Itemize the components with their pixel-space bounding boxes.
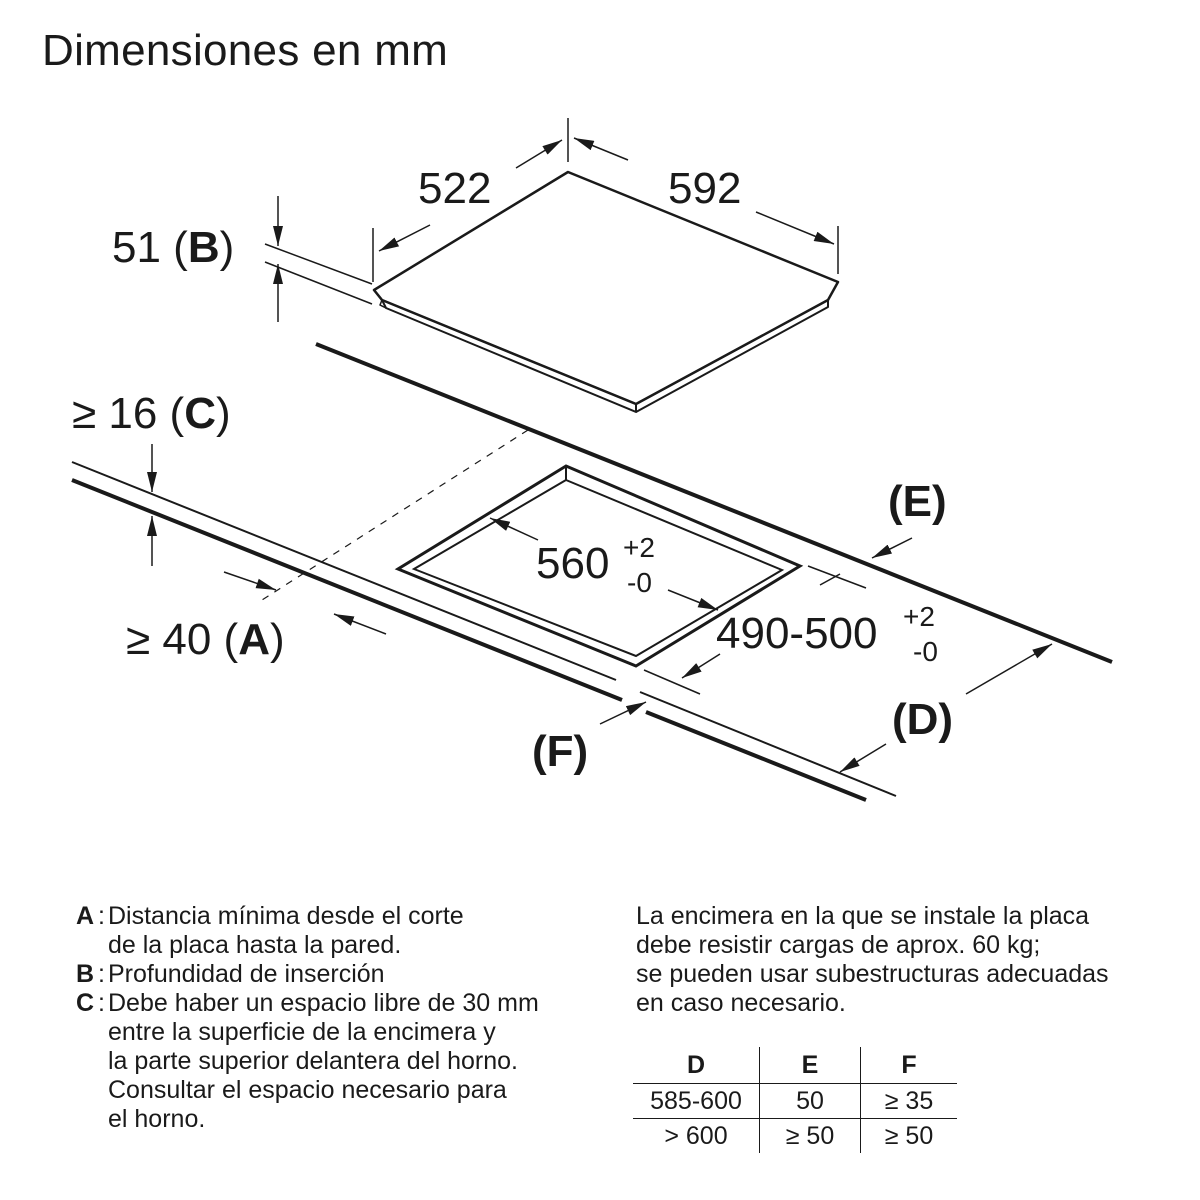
- cutout-depth-tol-plus: +2: [903, 601, 935, 632]
- legend-key: C: [76, 989, 95, 1017]
- legend-item-c: C : Debe haber un espacio libre de 30 mm: [76, 989, 616, 1018]
- countertop-back-edge: [316, 344, 1112, 662]
- clearance-c-label: ≥ 16 (C): [72, 389, 231, 438]
- table-cell: > 600: [633, 1119, 760, 1154]
- legend-item-b: B : Profundidad de inserción: [76, 960, 616, 989]
- table-header: F: [861, 1047, 958, 1084]
- note-line: debe resistir cargas de aprox. 60 kg;: [636, 931, 1041, 959]
- cutout-depth-tol-minus: -0: [913, 636, 938, 667]
- legend-text: Debe haber un espacio libre de 30 mm: [108, 989, 539, 1017]
- note-line: La encimera en la que se instale la placa: [636, 902, 1090, 930]
- table-cell: ≥ 35: [861, 1084, 958, 1119]
- legend-text: Profundidad de inserción: [108, 960, 385, 988]
- distance-a-label: ≥ 40 (A): [126, 615, 285, 664]
- table-cell: ≥ 50: [861, 1119, 958, 1154]
- table-header: D: [686, 1050, 706, 1079]
- table-cell: 50: [760, 1084, 861, 1119]
- cutout-width-tol-plus: +2: [623, 532, 655, 563]
- legend-text: entre la superficie de la encimera y: [108, 1018, 496, 1046]
- legend-item-a: A : Distancia mínima desde el corte: [76, 902, 616, 931]
- legend-text: de la placa hasta la pared.: [108, 931, 402, 959]
- legend-text: Consultar el espacio necesario para: [108, 1076, 507, 1104]
- table-cell: ≥ 50: [760, 1119, 861, 1154]
- dimension-table: [633, 1047, 957, 1153]
- note-line: se pueden usar subestructuras adecuadas: [636, 960, 1109, 988]
- legend-text: el horno.: [108, 1105, 206, 1133]
- page-title: Dimensiones en mm: [42, 26, 449, 75]
- height-b-dimension: [265, 196, 372, 322]
- legend-key: B: [76, 960, 95, 988]
- table-cell: 585-600: [633, 1084, 760, 1119]
- dimension-e-arrow: [872, 538, 912, 558]
- cutout-width-tol-minus: -0: [627, 567, 652, 598]
- cutout-width-label: 560: [536, 539, 610, 588]
- table-header-row: [633, 1047, 957, 1084]
- dimension-f-label: (F): [532, 727, 589, 776]
- cooktop-width-label: 592: [668, 164, 742, 213]
- dimension-f-arrow: [600, 702, 646, 724]
- note-line: en caso necesario.: [636, 989, 846, 1017]
- dimension-d-label: (D): [892, 695, 954, 744]
- table-row: [633, 1084, 957, 1119]
- legend-text: la parte superior delantera del horno.: [108, 1047, 518, 1075]
- legend: [76, 902, 616, 1134]
- table-header: E: [760, 1047, 861, 1084]
- dimension-e-label: (E): [888, 477, 947, 526]
- legend-key: A: [76, 902, 95, 930]
- cooktop-depth-label: 522: [418, 164, 492, 213]
- legend-text: Distancia mínima desde el corte: [108, 902, 464, 930]
- table-row: [633, 1119, 957, 1154]
- load-note: [636, 902, 1186, 1018]
- height-b-label: 51 (B): [112, 223, 235, 272]
- cutout-depth-label: 490-500: [716, 609, 878, 658]
